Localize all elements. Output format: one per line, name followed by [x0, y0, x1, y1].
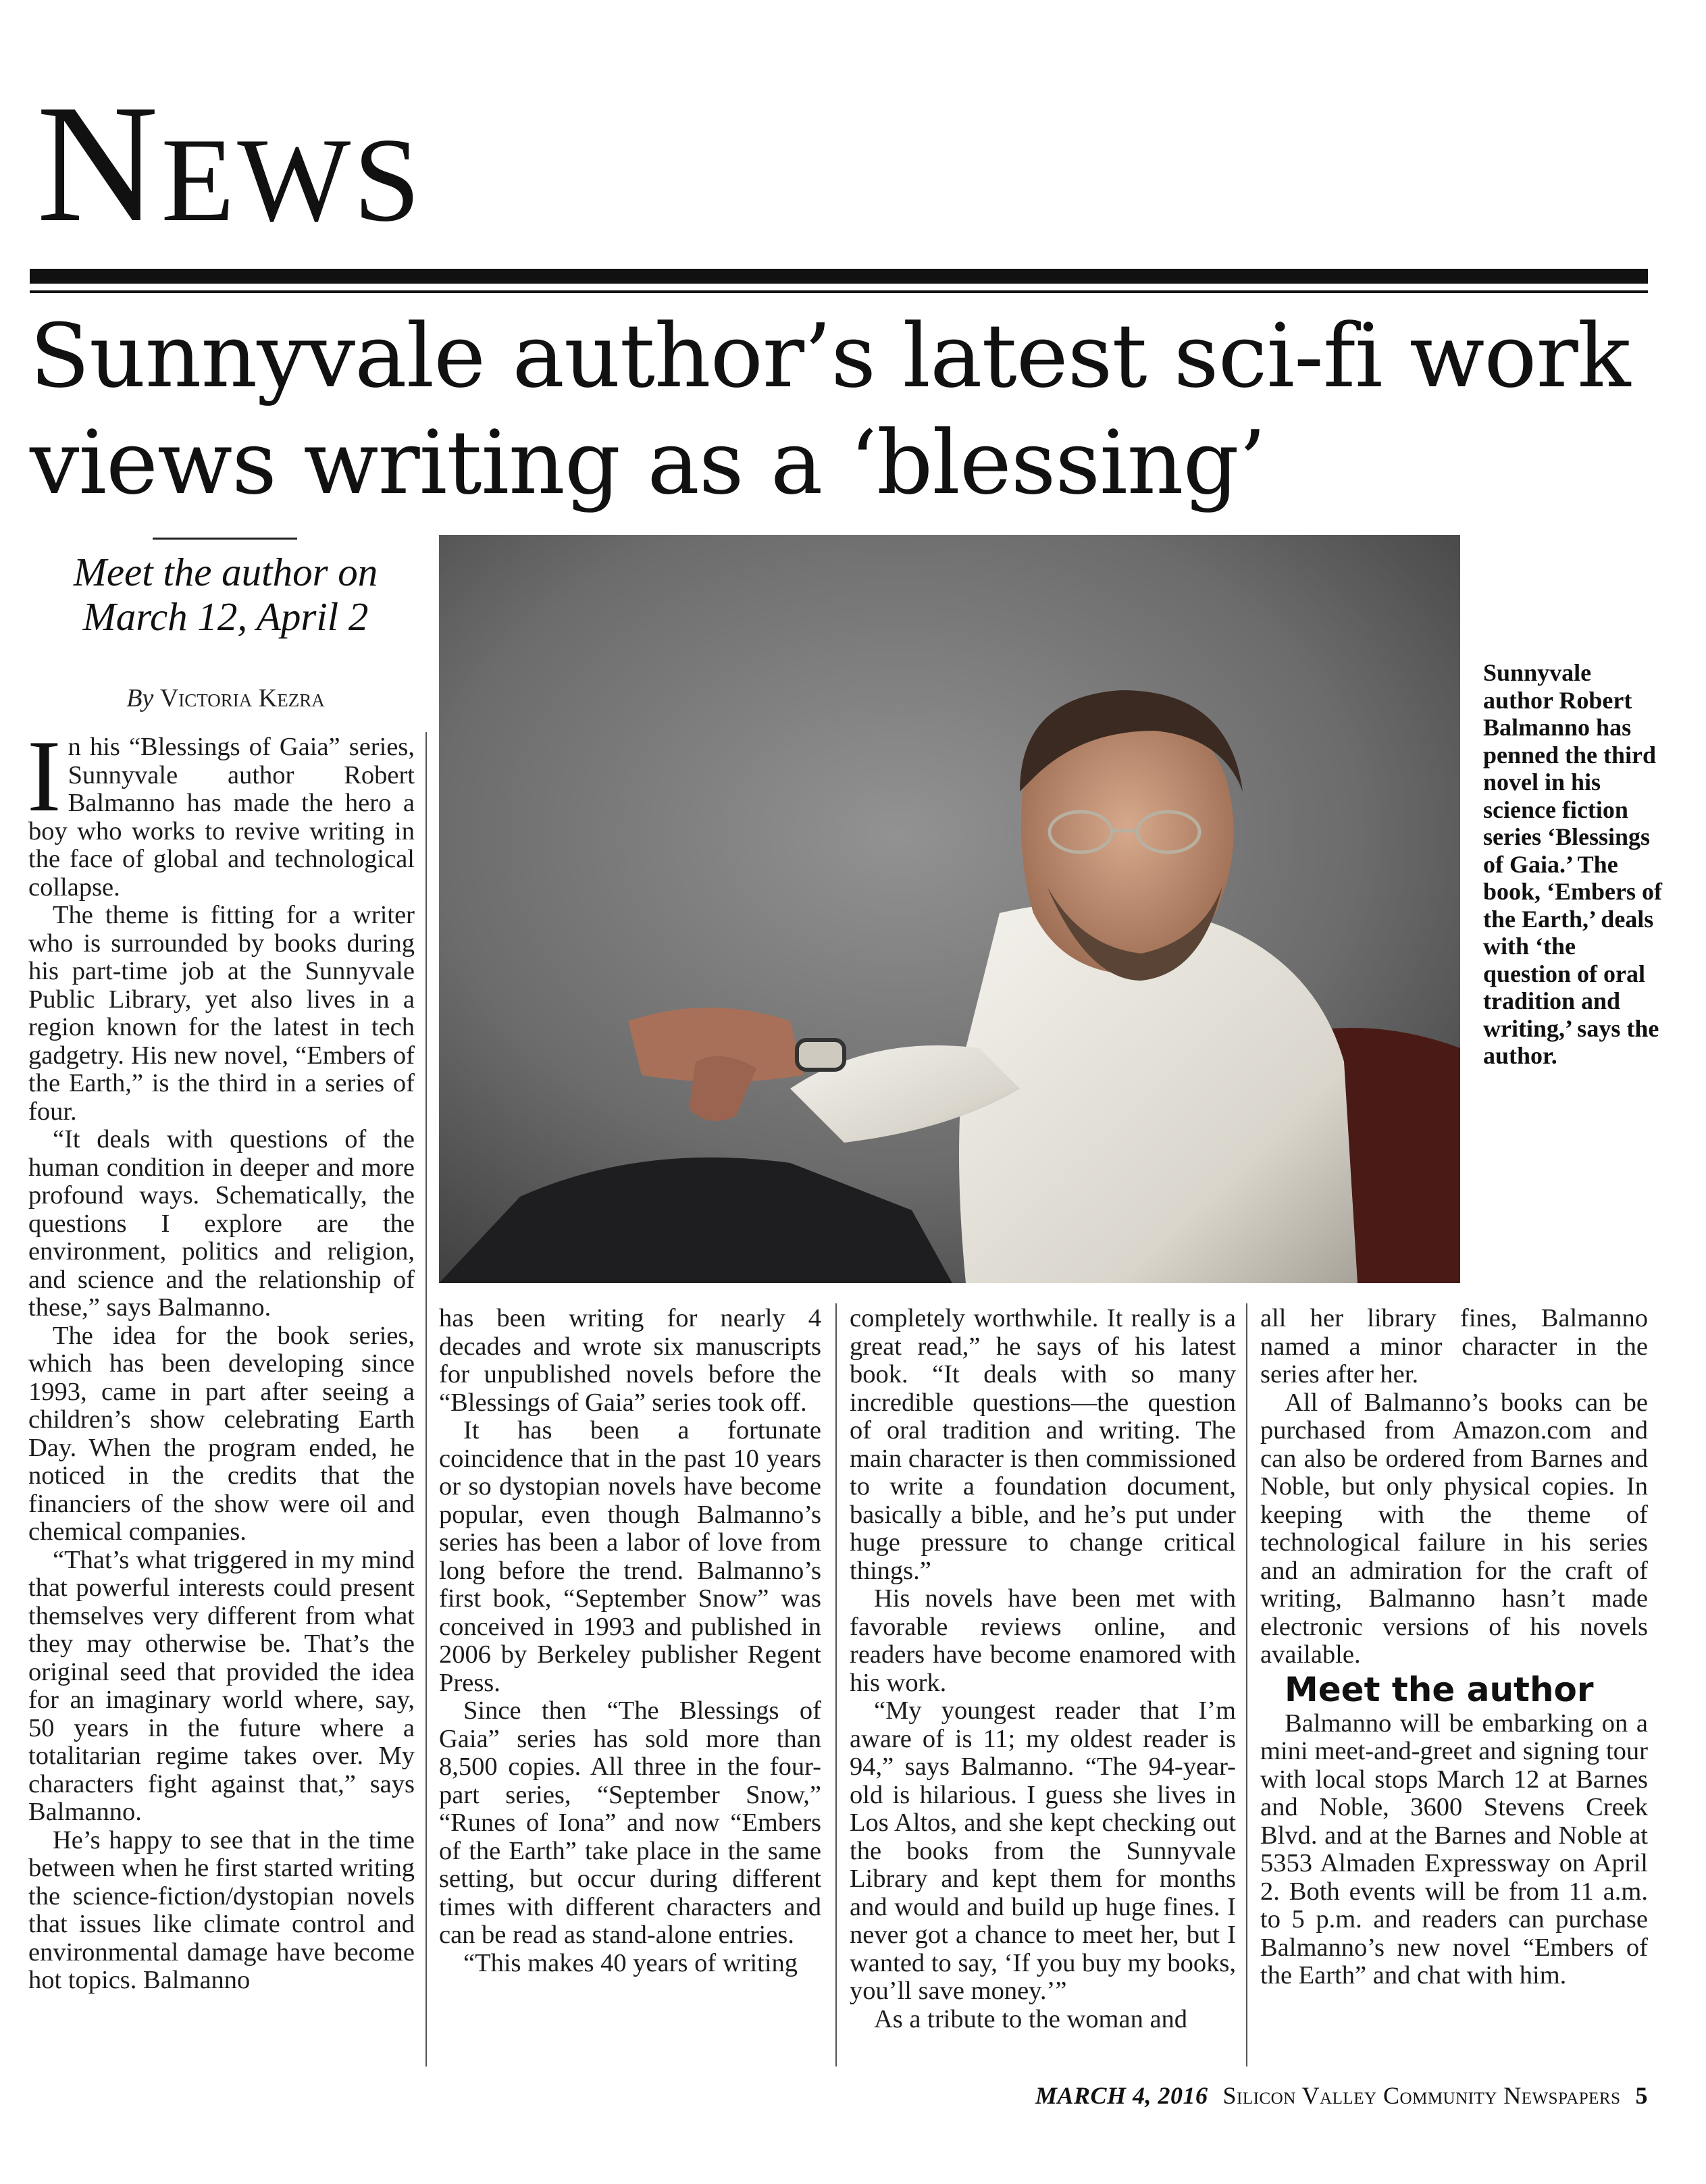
- column-1-paragraph-6: He’s happy to see that in the time between when he first started writing the science-fiction/dystopian novels that issues like climate control and environmental damage have become hot topics. Balmanno: [28, 1825, 415, 1994]
- publication-name: Silicon Valley Community Newspapers: [1222, 2082, 1621, 2109]
- column-4-paragraph-3: Balmanno will be embarking on a mini meet-and-greet and signing tour with local stops March 12 at Barnes and Noble, 3600 Stevens Creek Blvd. and at the Barnes and Noble at 5353 Almaden Expressway on April 2. Both events will be from 11 a.m. to 5 p.m. and readers can purchase Balmanno’s new novel “Embers of the Earth” and chat with him.: [1260, 1709, 1648, 1990]
- column-2-paragraph-1: has been writing for nearly 4 decades and wrote six manuscripts for unpublished novels before the “Blessings of Gaia” series took off.: [439, 1304, 821, 1417]
- column-3-paragraph-2: His novels have been met with favorable reviews online, and readers have become enamored with his work.: [850, 1584, 1236, 1697]
- column-4-paragraph-2: All of Balmanno’s books can be purchased from Amazon.com and can also be ordered from Barnes and Noble, but only physical copies. In keeping with the theme of technological failure in his series and an admiration for the craft of writing, Balmanno hasn’t made electronic versions of his novels available.: [1260, 1388, 1648, 1669]
- masthead-rule-thin: [30, 290, 1648, 293]
- masthead-initial: N: [36, 70, 161, 257]
- article-column-1: [27, 719, 415, 1995]
- column-1-paragraph-1-text: n his “Blessings of Gaia” series, Sunnyvale author Robert Balmanno has made the hero a boy who works to revive writing in the face of global and technological collapse.: [28, 733, 415, 902]
- column-1-paragraph-2: The theme is fitting for a writer who is surrounded by books during his part-time job at the Sunnyvale Public Library, yet also lives in a region known for the latest in tech gadgetry. His new novel, “Embers of the Earth,” is the third in a series of four.: [28, 901, 415, 1126]
- byline-name: Victoria Kezra: [159, 684, 325, 712]
- photo-caption: Sunnyvale author Robert Balmanno has penned the third novel in his science fiction series ‘Blessings of Gaia.’ The book, ‘Embers of the Earth,’ deals with ‘the question of oral tradition and writing,’ says the author.: [1483, 659, 1663, 1069]
- column-3-paragraph-4: As a tribute to the woman and: [874, 2004, 1188, 2033]
- drop-cap: I: [27, 719, 61, 833]
- section-masthead: [36, 70, 423, 257]
- byline-prefix: By: [126, 684, 154, 712]
- page-number: 5: [1635, 2082, 1648, 2109]
- article-column-4: [1260, 1305, 1648, 1990]
- column-1-paragraph-5: “That’s what triggered in my mind that powerful interests could present themselves very different from what they may otherwise be. That’s the original seed that provided the idea for an imaginary world where, say, 50 years in the future where a totalitarian regime takes over. My characters fight against that,” says Balmanno.: [28, 1545, 415, 1826]
- article-column-2: [439, 1305, 821, 1977]
- deck-rule: [153, 538, 297, 540]
- section-subhead: Meet the author: [1285, 1669, 1594, 1709]
- column-1-paragraph-1: [27, 719, 415, 902]
- article-headline: Sunnyvale author’s latest sci-fi work views writing as a ‘blessing’: [30, 305, 1630, 514]
- column-3-paragraph-1: completely worthwhile. It really is a great read,” he says of his latest book. “It deals with so many incredible questions—the question of oral tradition and writing. The main character is then commissioned to write a foundation document, basically a bible, and he’s put under huge pressure to change critical things.”: [850, 1304, 1236, 1585]
- column-2-paragraph-2: It has been a fortunate coincidence that in the past 10 years or so dystopian novels have become popular, even though Balmanno’s series has been a labor of love from long before the trend. Balmanno’s first book, “September Snow” was conceived in 1993 and published in 2006 by Berkeley publisher Regent Press.: [439, 1416, 821, 1697]
- article-column-3: [850, 1305, 1236, 2033]
- masthead-rest: EWS: [161, 113, 423, 246]
- byline: [30, 683, 421, 713]
- column-rule-2: [835, 1303, 837, 2066]
- column-1-paragraph-3: “It deals with questions of the human condition in deeper and more profound ways. Schematically, the questions I explore are the environment, politics and religion, and science and the relationship of these,” says Balmanno.: [28, 1125, 415, 1322]
- page-footer: [1035, 2081, 1648, 2110]
- author-photo-illustration: [439, 535, 1460, 1283]
- column-2-paragraph-4: “This makes 40 years of writing: [463, 1948, 798, 1977]
- column-3-paragraph-3: “My youngest reader that I’m aware of is 11; my oldest reader is 94,” says Balmanno. “The 94-year-old is hilarious. I guess she lives in Los Altos, and she kept checking out the books from the Sunnyvale Library and kept them for months and would and build up huge fines. I never got a chance to meet her, but I wanted to say, ‘If you buy my books, you’ll save money.’”: [850, 1696, 1236, 2005]
- author-photo: [439, 535, 1460, 1283]
- article-deck: Meet the author on March 12, April 2: [73, 550, 378, 639]
- masthead-rule-thick: [30, 269, 1648, 284]
- column-2-paragraph-3: Since then “The Blessings of Gaia” series has sold more than 8,500 copies. All three in the four-part series, “September Snow,” “Runes of Iona” and now “Embers of the Earth” take place in the same setting, but occur during different times with different characters and can be read as stand-alone entries.: [439, 1696, 821, 1949]
- column-4-paragraph-1: all her library fines, Balmanno named a minor character in the series after her.: [1260, 1304, 1648, 1388]
- column-1-paragraph-4: The idea for the book series, which has been developing since 1993, came in part after seeing a children’s show celebrating Earth Day. When the program ended, he noticed in the credits that the financiers of the show were oil and chemical companies.: [28, 1321, 415, 1546]
- column-rule-1: [425, 732, 427, 2066]
- issue-date: MARCH 4, 2016: [1035, 2082, 1208, 2109]
- column-rule-3: [1246, 1303, 1247, 2066]
